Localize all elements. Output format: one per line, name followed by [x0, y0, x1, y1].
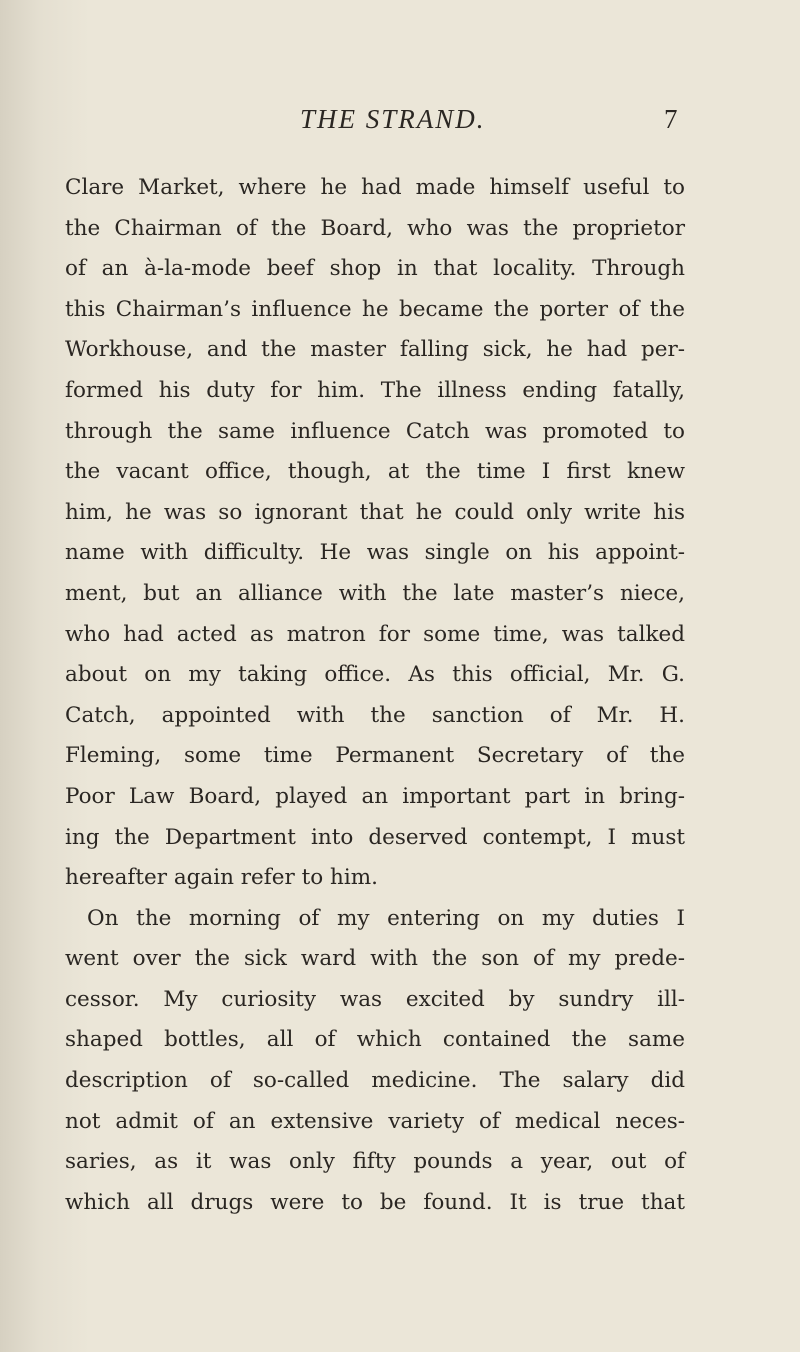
text-line: ing the Department into deserved contempt, I must — [65, 824, 685, 850]
text-line: not admit of an extensive variety of medical neces- — [65, 1108, 685, 1134]
page-header — [0, 104, 800, 144]
text-line: which all drugs were to be found. It is true that — [65, 1189, 685, 1215]
text-line: name with difficulty. He was single on his appoint- — [65, 540, 685, 566]
text-line: Workhouse, and the master falling sick, he had per- — [65, 337, 685, 363]
text-line: ment, but an alliance with the late master’s niece, — [65, 580, 685, 606]
text-line: Catch, appointed with the sanction of Mr. H. — [65, 702, 685, 728]
running-title: THE STRAND. — [300, 104, 486, 134]
paragraph-start-line: On the morning of my entering on my duties I — [87, 905, 685, 931]
text-line: through the same influence Catch was promoted to — [65, 418, 685, 444]
text-line: Poor Law Board, played an important part in bring- — [65, 783, 685, 809]
text-line: this Chairman’s influence he became the porter of the — [65, 296, 685, 322]
text-line: him, he was so ignorant that he could only write his — [65, 499, 685, 525]
text-line: about on my taking office. As this official, Mr. G. — [65, 662, 685, 688]
text-line: cessor. My curiosity was excited by sundry ill- — [65, 986, 685, 1012]
text-line: formed his duty for him. The illness ending fatally, — [65, 377, 685, 403]
text-line: the vacant office, though, at the time I first knew — [65, 459, 685, 485]
text-line: Fleming, some time Permanent Secretary of the — [65, 743, 685, 769]
body-text — [65, 168, 685, 1223]
text-line: saries, as it was only fifty pounds a year, out of — [65, 1149, 685, 1175]
text-line: of an à-la-mode beef shop in that locality. Through — [65, 256, 685, 282]
text-line: description of so-called medicine. The salary did — [65, 1068, 685, 1094]
text-line: went over the sick ward with the son of my prede- — [65, 946, 685, 972]
text-line: shaped bottles, all of which contained the same — [65, 1027, 685, 1053]
text-line: the Chairman of the Board, who was the proprietor — [65, 215, 685, 241]
page-number: 7 — [664, 104, 678, 134]
text-line: who had acted as matron for some time, was talked — [65, 621, 685, 647]
text-line: Clare Market, where he had made himself useful to — [65, 175, 685, 200]
paragraph-end-line: hereafter again refer to him. — [65, 865, 378, 891]
